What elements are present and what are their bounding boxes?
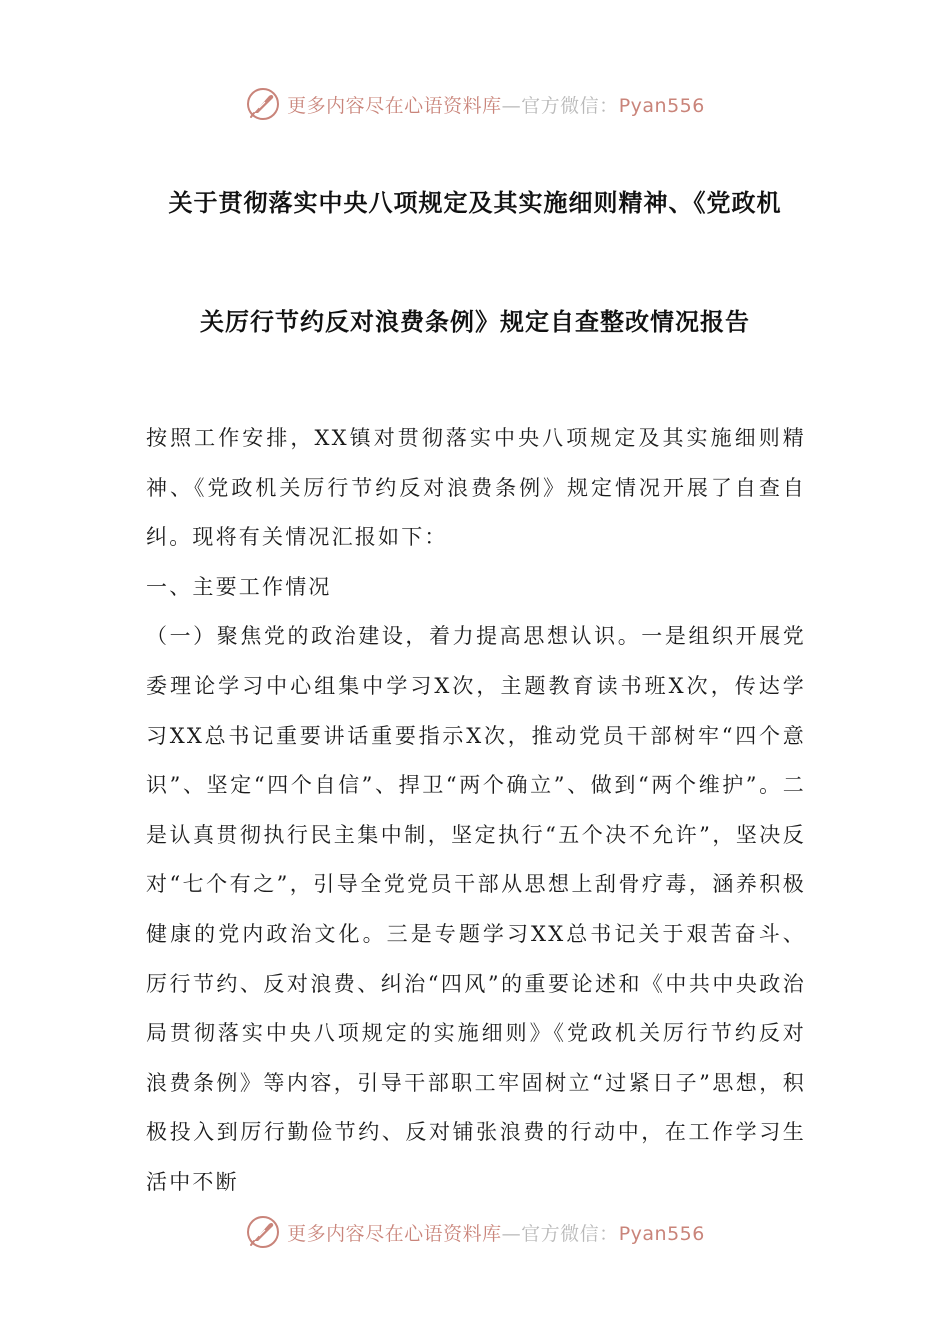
document-title-line-2: 关厉行节约反对浪费条例》规定自查整改情况报告 [200, 308, 750, 336]
watermark-wechat-id: Pyan556 [618, 94, 705, 117]
feather-pen-logo-icon [245, 86, 281, 122]
watermark-wechat-id: Pyan556 [618, 1222, 705, 1245]
watermark-separator: — [501, 1222, 522, 1245]
feather-pen-logo-icon [245, 1214, 281, 1250]
footer-watermark [0, 1212, 950, 1252]
watermark-text [287, 91, 705, 118]
paragraph-intro: 按照工作安排，XX镇对贯彻落实中央八项规定及其实施细则精神、《党政机关厉行节约反对浪费条例》规定情况开展了自查自纠。现将有关情况汇报如下： [146, 426, 806, 550]
watermark-wechat-label: 官方微信： [521, 94, 619, 117]
document-body [146, 414, 806, 1208]
header-watermark [0, 84, 950, 124]
watermark-group [245, 1214, 705, 1250]
watermark-text [287, 1219, 705, 1246]
watermark-brand: 更多内容尽在心语资料库 [287, 1222, 502, 1245]
watermark-group [245, 86, 705, 122]
paragraph-section-1: （一）聚焦党的政治建设，着力提高思想认识。一是组织开展党委理论学习中心组集中学习X次，主题教育读书班X次，传达学习XX总书记重要讲话重要指示X次，推动党员干部树牢“四个意识”、坚定“四个自信”、捍卫“两个确立”、做到“两个维护”。二是认真贯彻执行民主集中制，坚定执行“五个决不允许”，坚决反对“七个有之”，引导全党党员干部从思想上刮骨疗毒，涵养积极健康的党内政治文化。三是专题学习XX总书记关于艰苦奋斗、厉行节约、反对浪费、纠治“四风”的重要论述和《中共中央政治局贯彻落实中央八项规定的实施细则》《党政机关厉行节约反对浪费条例》等内容，引导干部职工牢固树立“过紧日子”思想，积极投入到厉行勤俭节约、反对铺张浪费的行动中，在工作学习生活中不断 [146, 624, 806, 1194]
section-heading: 一、主要工作情况 [146, 574, 332, 599]
watermark-wechat-label: 官方微信： [521, 1222, 619, 1245]
document-title-line-1: 关于贯彻落实中央八项规定及其实施细则精神、《党政机 [168, 189, 782, 217]
watermark-brand: 更多内容尽在心语资料库 [287, 94, 502, 117]
watermark-separator: — [501, 94, 522, 117]
